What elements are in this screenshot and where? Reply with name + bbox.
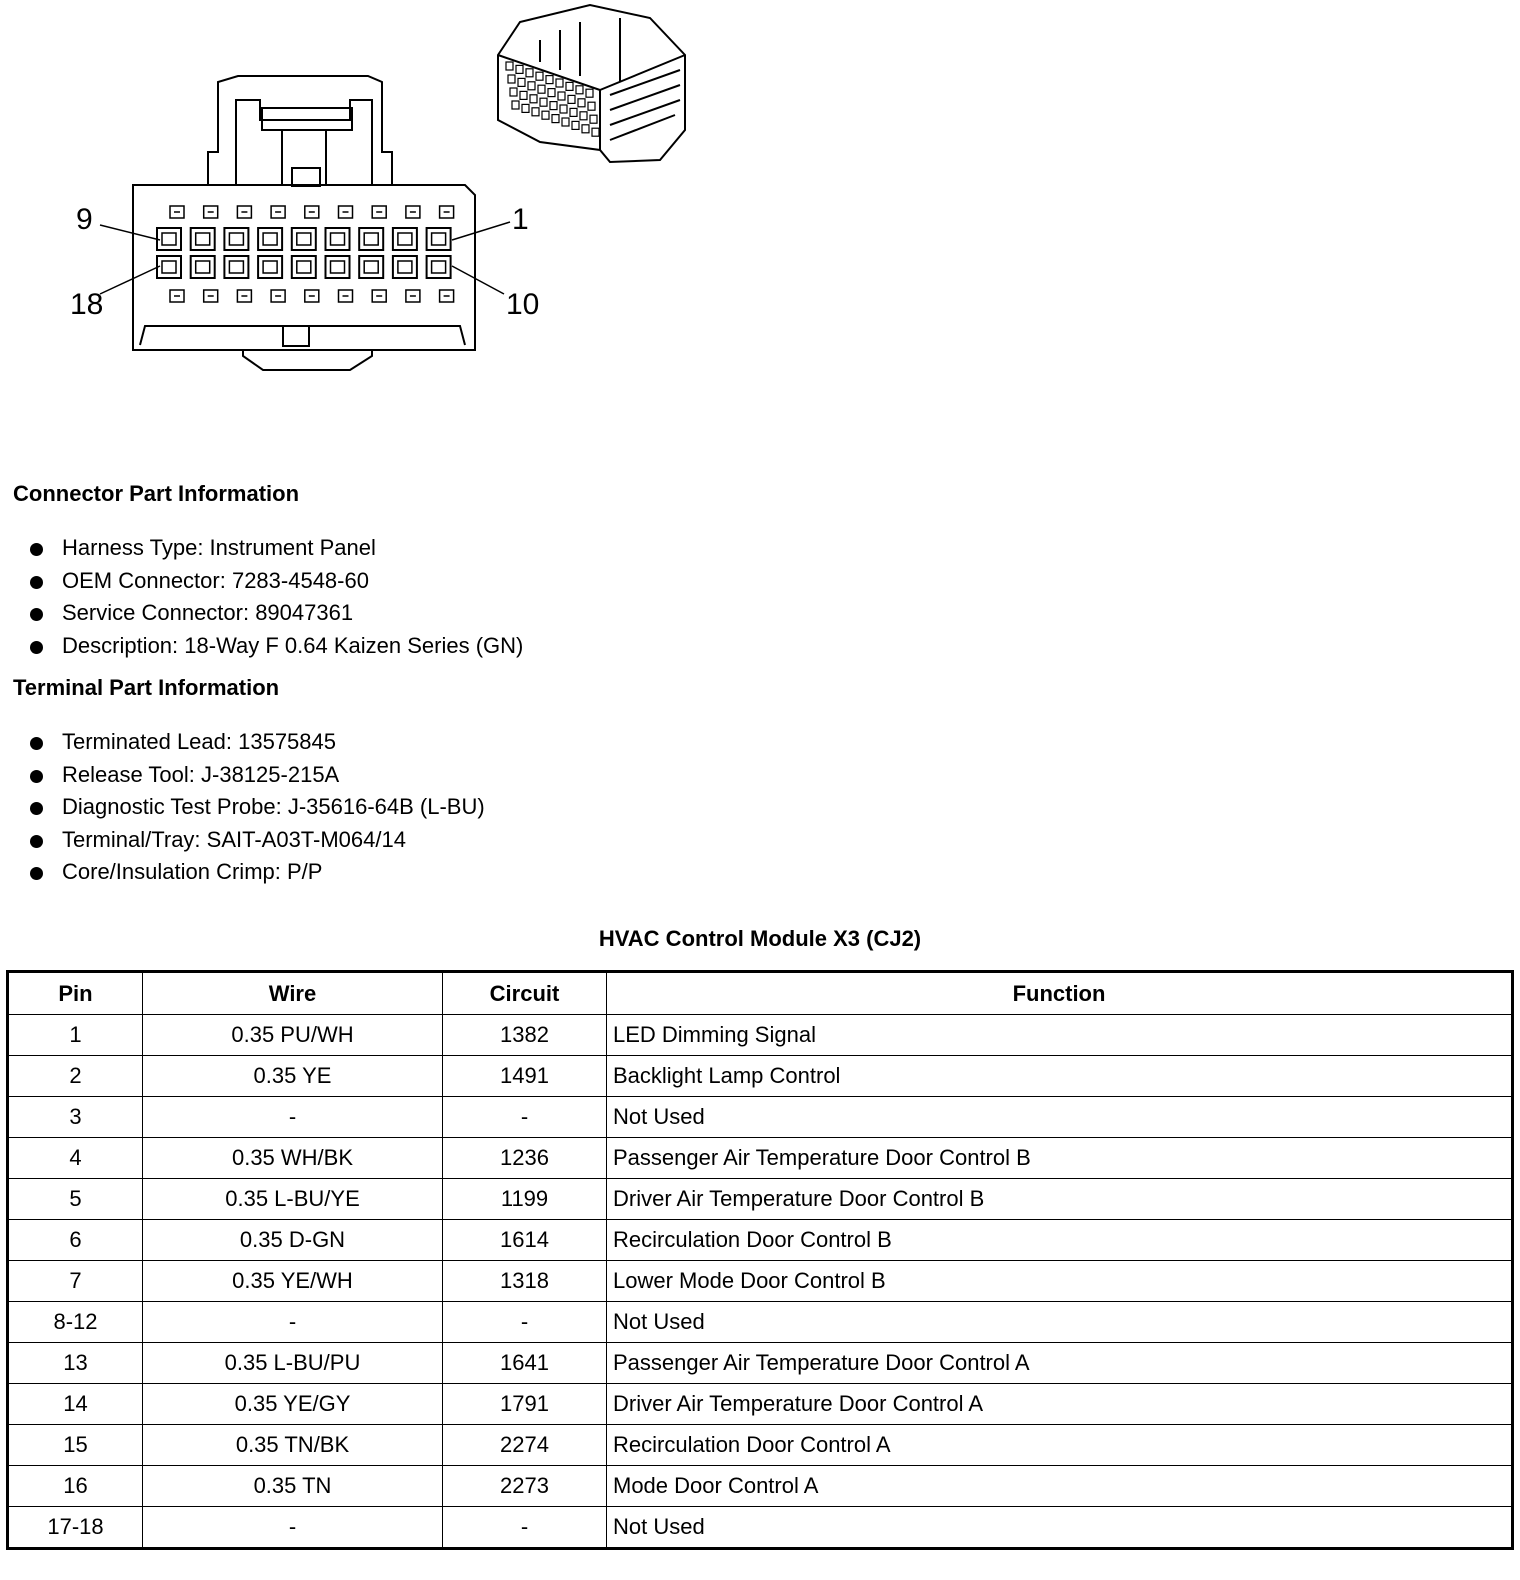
- iso-pin-cavity: [508, 75, 515, 83]
- cell-wire: 0.35 L-BU/PU: [143, 1343, 443, 1384]
- cell-pin: 1: [8, 1015, 143, 1056]
- cell-wire: 0.35 D-GN: [143, 1220, 443, 1261]
- column-header-function: Function: [607, 972, 1513, 1015]
- iso-pin-cavity: [540, 98, 547, 106]
- table-row: [8, 1261, 1513, 1302]
- cell-pin: 17-18: [8, 1507, 143, 1549]
- cell-pin: 3: [8, 1097, 143, 1138]
- iso-pin-cavity: [528, 82, 535, 90]
- cell-function: Not Used: [607, 1302, 1513, 1343]
- table-row: [8, 1015, 1513, 1056]
- cell-function: Passenger Air Temperature Door Control A: [607, 1343, 1513, 1384]
- cell-circuit: -: [443, 1097, 607, 1138]
- pin-cavity: [393, 228, 417, 250]
- iso-pin-cavity: [590, 115, 597, 123]
- pin-cavity-inner: [229, 233, 243, 245]
- cell-function: Driver Air Temperature Door Control A: [607, 1384, 1513, 1425]
- cell-circuit: 1641: [443, 1343, 607, 1384]
- pin-cavity-inner: [162, 261, 176, 273]
- cell-function: Backlight Lamp Control: [607, 1056, 1513, 1097]
- pin-cavity: [191, 228, 215, 250]
- cell-wire: 0.35 PU/WH: [143, 1015, 443, 1056]
- table-header-row: [8, 972, 1513, 1015]
- terminal-info-heading: Terminal Part Information: [13, 675, 280, 700]
- iso-pin-cavity: [582, 125, 589, 133]
- cell-pin: 6: [8, 1220, 143, 1261]
- pin-cavity-inner: [196, 233, 210, 245]
- cell-wire: 0.35 TN: [143, 1466, 443, 1507]
- iso-pin-cavity: [532, 108, 539, 116]
- iso-pin-cavity: [550, 102, 557, 110]
- cell-function: Recirculation Door Control A: [607, 1425, 1513, 1466]
- pin-cavity-inner: [432, 233, 446, 245]
- iso-pin-cavity: [588, 102, 595, 110]
- iso-pin-cavity: [586, 89, 593, 97]
- cell-function: LED Dimming Signal: [607, 1015, 1513, 1056]
- pin-cavity: [359, 228, 383, 250]
- pin-cavity: [359, 256, 383, 278]
- cell-circuit: 1614: [443, 1220, 607, 1261]
- cell-pin: 14: [8, 1384, 143, 1425]
- pin-cavity: [427, 228, 451, 250]
- cell-wire: 0.35 YE: [143, 1056, 443, 1097]
- iso-pin-cavity: [562, 118, 569, 126]
- cell-wire: 0.35 L-BU/YE: [143, 1179, 443, 1220]
- pin-cavity-inner: [263, 233, 277, 245]
- pin-cavity-inner: [297, 261, 311, 273]
- terminal-info-list: [30, 726, 485, 889]
- pinout-table: [6, 970, 1514, 1550]
- table-row: [8, 1097, 1513, 1138]
- table-row: [8, 1425, 1513, 1466]
- cell-circuit: 1791: [443, 1384, 607, 1425]
- connector-key: [243, 350, 372, 370]
- pin-cavity: [224, 256, 248, 278]
- table-row: [8, 1220, 1513, 1261]
- cell-wire: 0.35 TN/BK: [143, 1425, 443, 1466]
- cell-pin: 5: [8, 1179, 143, 1220]
- cell-pin: 16: [8, 1466, 143, 1507]
- pin-cavity: [224, 228, 248, 250]
- cell-wire: -: [143, 1097, 443, 1138]
- cell-wire: -: [143, 1302, 443, 1343]
- list-item: Diagnostic Test Probe: J-35616-64B (L-BU): [30, 791, 485, 824]
- list-item: Harness Type: Instrument Panel: [30, 532, 523, 565]
- terminal-latch-windows: [170, 206, 454, 302]
- pin-cavity-inner: [398, 261, 412, 273]
- iso-pin-cavity: [568, 95, 575, 103]
- cell-circuit: 1382: [443, 1015, 607, 1056]
- pin-cavity-inner: [331, 233, 345, 245]
- cell-pin: 4: [8, 1138, 143, 1179]
- iso-pin-cavity: [538, 85, 545, 93]
- pin-cavity: [393, 256, 417, 278]
- iso-pin-cavity: [536, 72, 543, 80]
- cell-function: Passenger Air Temperature Door Control B: [607, 1138, 1513, 1179]
- table-row: [8, 1302, 1513, 1343]
- table-row: [8, 1507, 1513, 1549]
- connector-info-list: [30, 532, 523, 662]
- iso-pin-cavity: [518, 78, 525, 86]
- pin-cavity: [427, 256, 451, 278]
- column-header-pin: Pin: [8, 972, 143, 1015]
- pin-label-9: 9: [76, 203, 93, 236]
- iso-pin-cavity: [576, 86, 583, 94]
- iso-pin-cavity: [548, 89, 555, 97]
- connector-diagram: [60, 0, 760, 390]
- iso-pin-cavity: [580, 112, 587, 120]
- pin-cavity-inner: [364, 233, 378, 245]
- table-row: [8, 1466, 1513, 1507]
- iso-pin-cavity: [572, 121, 579, 129]
- pin-cavity-inner: [398, 233, 412, 245]
- pin-cavity: [292, 228, 316, 250]
- list-item: Core/Insulation Crimp: P/P: [30, 856, 485, 889]
- table-row: [8, 1179, 1513, 1220]
- iso-pin-cavity: [512, 101, 519, 109]
- pin-label-18: 18: [70, 288, 104, 321]
- pin-cavity-inner: [331, 261, 345, 273]
- column-header-circuit: Circuit: [443, 972, 607, 1015]
- cell-circuit: 1199: [443, 1179, 607, 1220]
- pin-cavity-inner: [432, 261, 446, 273]
- pin-cavity: [258, 228, 282, 250]
- cell-wire: 0.35 YE/WH: [143, 1261, 443, 1302]
- pin-cavity: [157, 228, 181, 250]
- pin-label-1: 1: [512, 203, 529, 236]
- pin-cavity-inner: [364, 261, 378, 273]
- table-row: [8, 1138, 1513, 1179]
- list-item: Service Connector: 89047361: [30, 597, 523, 630]
- table-title: HVAC Control Module X3 (CJ2): [598, 926, 922, 951]
- cell-circuit: 1318: [443, 1261, 607, 1302]
- cell-circuit: 1236: [443, 1138, 607, 1179]
- cell-function: Not Used: [607, 1507, 1513, 1549]
- pin-cavity: [326, 256, 350, 278]
- pin-cavity: [326, 228, 350, 250]
- cell-circuit: -: [443, 1507, 607, 1549]
- iso-pin-cavity: [566, 82, 573, 90]
- pin-label-10: 10: [506, 288, 540, 321]
- pin-cavity-inner: [297, 233, 311, 245]
- iso-pin-cavity: [520, 91, 527, 99]
- cell-function: Driver Air Temperature Door Control B: [607, 1179, 1513, 1220]
- cell-wire: 0.35 WH/BK: [143, 1138, 443, 1179]
- table-row: [8, 1056, 1513, 1097]
- iso-pin-cavity: [560, 105, 567, 113]
- cell-function: Recirculation Door Control B: [607, 1220, 1513, 1261]
- list-item: Terminated Lead: 13575845: [30, 726, 485, 759]
- cell-function: Not Used: [607, 1097, 1513, 1138]
- pin-cavity: [292, 256, 316, 278]
- pin-cavity: [191, 256, 215, 278]
- pin-cavity-inner: [263, 261, 277, 273]
- iso-pin-cavity: [552, 115, 559, 123]
- connector-info-heading: Connector Part Information: [13, 481, 300, 506]
- connector-3d-view: [498, 5, 685, 162]
- iso-pin-cavity: [526, 69, 533, 77]
- cell-circuit: 2273: [443, 1466, 607, 1507]
- column-header-wire: Wire: [143, 972, 443, 1015]
- iso-pin-cavity: [546, 76, 553, 84]
- iso-pin-cavity: [506, 62, 513, 70]
- iso-pin-cavity: [522, 104, 529, 112]
- cell-circuit: -: [443, 1302, 607, 1343]
- cell-wire: 0.35 YE/GY: [143, 1384, 443, 1425]
- iso-pin-cavity: [542, 111, 549, 119]
- cell-wire: -: [143, 1507, 443, 1549]
- list-item: Description: 18-Way F 0.64 Kaizen Series (GN): [30, 630, 523, 663]
- pin-cavity-inner: [196, 261, 210, 273]
- cell-pin: 15: [8, 1425, 143, 1466]
- iso-pin-cavity: [592, 128, 599, 136]
- cell-function: Lower Mode Door Control B: [607, 1261, 1513, 1302]
- pin-cavity-inner: [162, 233, 176, 245]
- cell-circuit: 2274: [443, 1425, 607, 1466]
- iso-pin-cavity: [516, 65, 523, 73]
- pin-cavity-inner: [229, 261, 243, 273]
- iso-pin-cavity: [510, 88, 517, 96]
- cell-function: Mode Door Control A: [607, 1466, 1513, 1507]
- cell-pin: 7: [8, 1261, 143, 1302]
- iso-pin-cavity: [578, 99, 585, 107]
- iso-pin-cavity: [570, 108, 577, 116]
- iso-pin-cavity: [556, 79, 563, 87]
- cell-pin: 2: [8, 1056, 143, 1097]
- pin-cavity: [258, 256, 282, 278]
- pin-cavity: [157, 256, 181, 278]
- list-item: Release Tool: J-38125-215A: [30, 759, 485, 792]
- list-item: OEM Connector: 7283-4548-60: [30, 565, 523, 598]
- iso-pin-cavity: [530, 95, 537, 103]
- table-row: [8, 1343, 1513, 1384]
- pin-cavities: [157, 228, 451, 278]
- list-item: Terminal/Tray: SAIT-A03T-M064/14: [30, 824, 485, 857]
- table-row: [8, 1384, 1513, 1425]
- cell-circuit: 1491: [443, 1056, 607, 1097]
- cell-pin: 13: [8, 1343, 143, 1384]
- cell-pin: 8-12: [8, 1302, 143, 1343]
- iso-pin-cavity: [558, 92, 565, 100]
